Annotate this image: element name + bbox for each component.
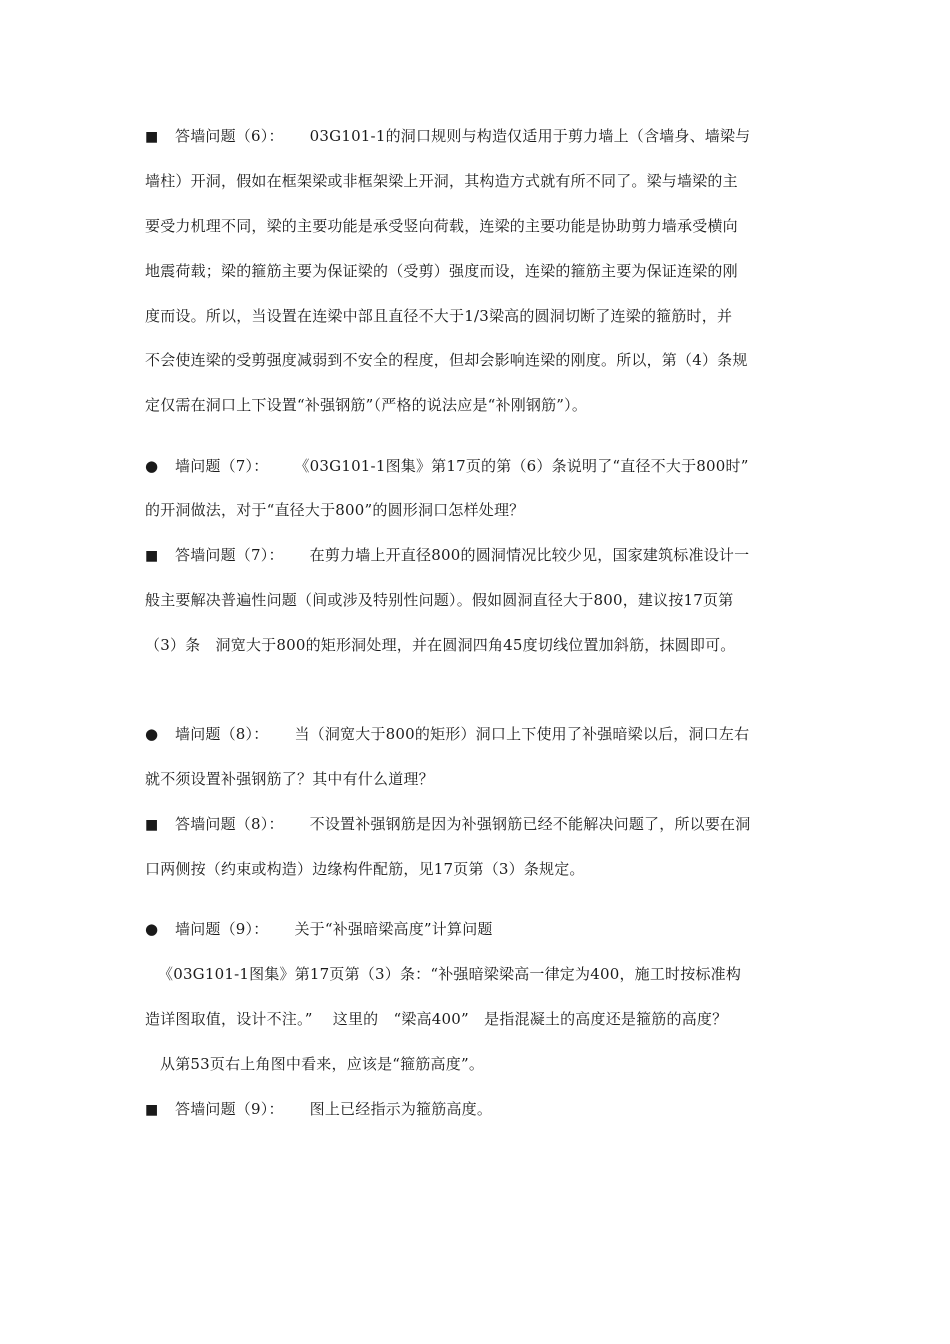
paragraph-line: 不会使连梁的受剪强度减弱到不安全的程度，但却会影响连梁的刚度。所以，第（4）条规 — [145, 351, 748, 369]
paragraph-line: 墙柱）开洞，假如在框架梁或非框架梁上开洞，其构造方式就有所不同了。梁与墙梁的主 — [145, 172, 738, 190]
paragraph-text: 在剪力墙上开直径800的圆洞情况比较少见，国家建筑标准设计一 — [309, 546, 750, 564]
question-7-heading — [145, 453, 815, 479]
answer-label: 答墙问题（6）： — [175, 127, 284, 145]
answer-label: 答墙问题（7）： — [175, 546, 284, 564]
paragraph-line: 《03G101-1图集》第17页第（3）条：“补强暗梁梁高一律定为400，施工时按标准构 — [158, 965, 742, 983]
paragraph-line: 口两侧按（约束或构造）边缘构件配筋，见17页第（3）条规定。 — [145, 860, 585, 878]
paragraph-line: 就不须设置补强钢筋了？其中有什么道理？ — [145, 770, 434, 788]
answer-7-heading — [145, 542, 815, 568]
paragraph-line: 般主要解决普遍性问题（间或涉及特别性问题）。假如圆洞直径大于800，建议按17页第 — [145, 591, 734, 609]
square-bullet-icon: ■ — [145, 817, 159, 833]
paragraph-line: 度而设。所以，当设置在连梁中部且直径不大于1/3梁高的圆洞切断了连梁的箍筋时，并 — [145, 307, 733, 325]
circle-bullet-icon: ● — [145, 457, 159, 475]
square-bullet-icon: ■ — [145, 1102, 159, 1118]
paragraph-line: 造详图取值，设计不注。” 这里的 “梁高400” 是指混凝土的高度还是箍筋的高度？ — [145, 1010, 728, 1028]
question-label: 墙问题（9）： — [175, 920, 269, 938]
paragraph-line: 定仅需在洞口上下设置“补强钢筋”（严格的说法应是“补刚钢筋”）。 — [145, 396, 588, 414]
answer-label: 答墙问题（8）： — [175, 815, 284, 833]
circle-bullet-icon: ● — [145, 725, 159, 743]
paragraph-line: 要受力机理不同，梁的主要功能是承受竖向荷载，连梁的主要功能是协助剪力墙承受横向 — [145, 217, 738, 235]
paragraph-text: 图上已经指示为箍筋高度。 — [309, 1100, 493, 1118]
paragraph-line: 的开洞做法，对于“直径大于800”的圆形洞口怎样处理？ — [145, 501, 525, 519]
question-8-heading — [145, 721, 815, 747]
paragraph-line: 地震荷载；梁的箍筋主要为保证梁的（受剪）强度而设，连梁的箍筋主要为保证连梁的刚 — [145, 262, 738, 280]
paragraph-text: 03G101-1的洞口规则与构造仅适用于剪力墙上（含墙身、墙梁与 — [309, 127, 751, 145]
square-bullet-icon: ■ — [145, 129, 159, 145]
answer-8-heading — [145, 811, 815, 837]
answer-6-heading — [145, 123, 815, 149]
paragraph-text: 不设置补强钢筋是因为补强钢筋已经不能解决问题了，所以要在洞 — [309, 815, 751, 833]
square-bullet-icon: ■ — [145, 548, 159, 564]
answer-label: 答墙问题（9）： — [175, 1100, 284, 1118]
paragraph-line: （3）条 洞宽大于800的矩形洞处理，并在圆洞四角45度切线位置加斜筋，抹圆即可。 — [145, 636, 736, 654]
question-9-heading — [145, 916, 815, 942]
paragraph-line: 从第53页右上角图中看来，应该是“箍筋高度”。 — [160, 1055, 485, 1073]
answer-9-heading — [145, 1096, 815, 1122]
circle-bullet-icon: ● — [145, 920, 159, 938]
paragraph-text: 当（洞宽大于800的矩形）洞口上下使用了补强暗梁以后，洞口左右 — [294, 725, 750, 743]
paragraph-text: 《03G101-1图集》第17页的第（6）条说明了“直径不大于800时” — [294, 457, 749, 475]
question-label: 墙问题（7）： — [175, 457, 269, 475]
question-label: 墙问题（8）： — [175, 725, 269, 743]
paragraph-text: 关于“补强暗梁高度”计算问题 — [294, 920, 493, 938]
